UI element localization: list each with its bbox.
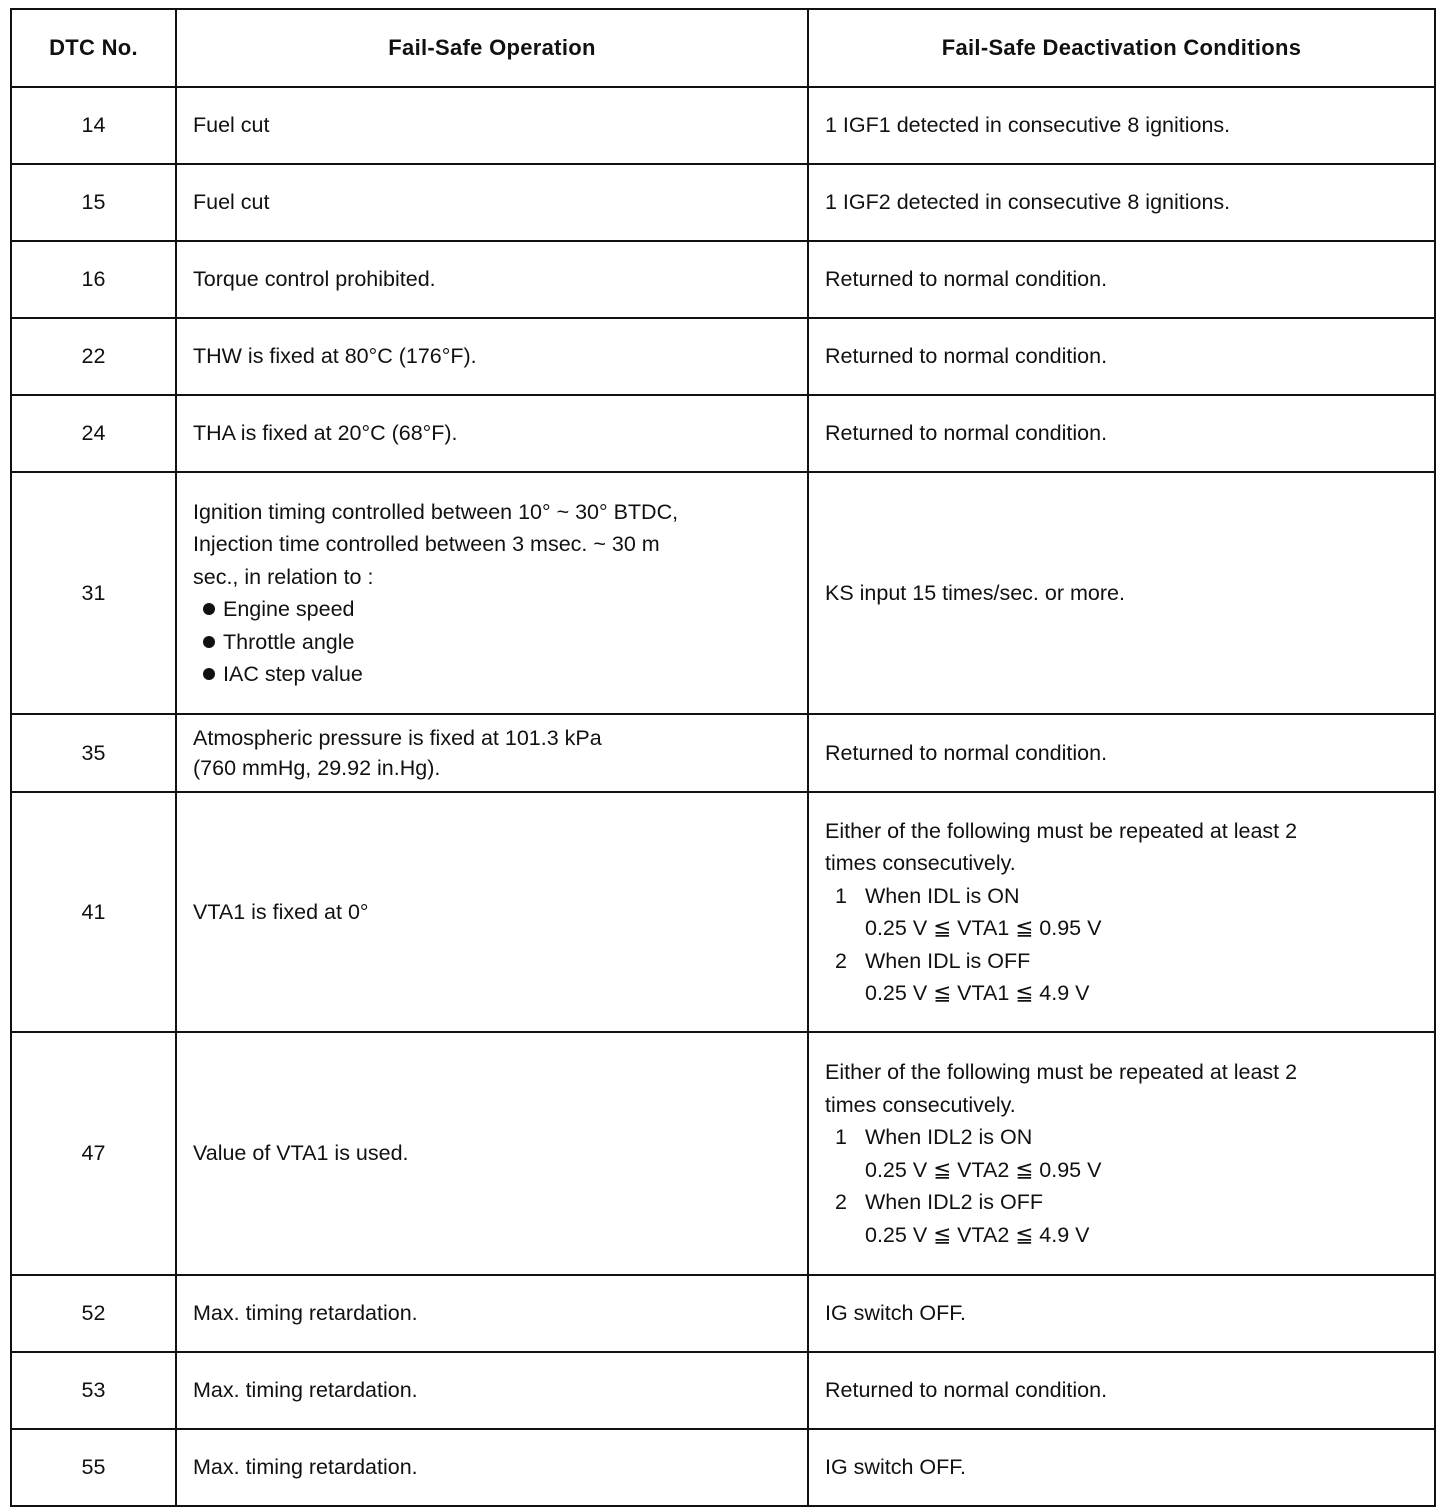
condition-line: Either of the following must be repeated at least 2 <box>825 818 1298 843</box>
fail-safe-operation: THA is fixed at 20°C (68°F). <box>176 395 808 472</box>
fail-safe-operation: Max. timing retardation. <box>176 1429 808 1506</box>
table-row <box>11 714 1435 792</box>
fail-safe-operation <box>176 472 808 714</box>
dtc-number: 53 <box>11 1352 176 1429</box>
condition-line: times consecutively. <box>825 851 1016 875</box>
table-row <box>11 1429 1435 1506</box>
deactivation-condition: Returned to normal condition. <box>808 318 1435 395</box>
header-deactivation-conditions: Fail-Safe Deactivation Conditions <box>808 9 1435 87</box>
header-fail-safe-operation: Fail-Safe Operation <box>176 9 808 87</box>
table-header <box>11 9 1435 87</box>
list-item <box>193 593 795 626</box>
step-detail: 0.25 V ≦ VTA1 ≦ 0.95 V <box>865 916 1102 940</box>
condition-step <box>825 880 1422 913</box>
dtc-number: 16 <box>11 241 176 318</box>
deactivation-condition: Returned to normal condition. <box>808 395 1435 472</box>
operation-line: (760 mmHg, 29.92 in.Hg). <box>193 756 441 780</box>
deactivation-condition: KS input 15 times/sec. or more. <box>808 472 1435 714</box>
list-item <box>193 626 795 659</box>
operation-line: Injection time controlled between 3 msec. ~ 30 m <box>193 532 660 556</box>
table-row <box>11 1032 1435 1275</box>
condition-step <box>825 1186 1422 1219</box>
condition-line: Either of the following must be repeated at least 2 <box>825 1060 1298 1084</box>
header-row <box>11 9 1435 87</box>
table-row <box>11 87 1435 164</box>
fail-safe-operation: Max. timing retardation. <box>176 1352 808 1429</box>
step-label: When IDL is ON <box>865 883 1020 908</box>
table-row <box>11 792 1435 1032</box>
dtc-number: 52 <box>11 1275 176 1352</box>
step-number: 2 <box>835 1190 847 1214</box>
deactivation-condition <box>808 792 1435 1032</box>
deactivation-condition: Returned to normal condition. <box>808 714 1435 792</box>
fail-safe-operation: Fuel cut <box>176 164 808 241</box>
deactivation-condition: 1 IGF1 detected in consecutive 8 ignitions. <box>808 87 1435 164</box>
step-detail: 0.25 V ≦ VTA2 ≦ 0.95 V <box>865 1157 1102 1182</box>
table-row <box>11 1275 1435 1352</box>
step-number: 1 <box>835 883 847 908</box>
dtc-number: 35 <box>11 714 176 792</box>
fail-safe-operation <box>176 714 808 792</box>
fail-safe-operation: Fuel cut <box>176 87 808 164</box>
deactivation-condition: 1 IGF2 detected in consecutive 8 ignitions. <box>808 164 1435 241</box>
bullet-icon <box>203 636 215 648</box>
deactivation-condition: Returned to normal condition. <box>808 241 1435 318</box>
dtc-number: 55 <box>11 1429 176 1506</box>
dtc-number: 15 <box>11 164 176 241</box>
header-dtc-no: DTC No. <box>11 9 176 87</box>
bullet-icon <box>203 603 215 615</box>
condition-line: times consecutively. <box>825 1092 1016 1117</box>
bullet-text: IAC step value <box>223 662 363 686</box>
operation-bullet-list <box>193 593 795 691</box>
fail-safe-operation: VTA1 is fixed at 0° <box>176 792 808 1032</box>
table-row <box>11 395 1435 472</box>
step-label: When IDL2 is OFF <box>865 1190 1044 1214</box>
step-label: When IDL2 is ON <box>865 1125 1033 1149</box>
fail-safe-operation: Value of VTA1 is used. <box>176 1032 808 1275</box>
dtc-number: 22 <box>11 318 176 395</box>
bullet-icon <box>203 668 215 680</box>
table-row <box>11 164 1435 241</box>
deactivation-condition: IG switch OFF. <box>808 1275 1435 1352</box>
fail-safe-operation: THW is fixed at 80°C (176°F). <box>176 318 808 395</box>
deactivation-condition: IG switch OFF. <box>808 1429 1435 1506</box>
dtc-number: 41 <box>11 792 176 1032</box>
condition-step <box>825 1121 1422 1154</box>
table-row <box>11 241 1435 318</box>
table-row <box>11 472 1435 714</box>
table-row <box>11 1352 1435 1429</box>
table-row <box>11 318 1435 395</box>
bullet-text: Throttle angle <box>223 629 355 654</box>
operation-line: sec., in relation to : <box>193 564 374 589</box>
dtc-number: 47 <box>11 1032 176 1275</box>
step-number: 1 <box>835 1125 847 1149</box>
step-detail: 0.25 V ≦ VTA1 ≦ 4.9 V <box>865 981 1090 1005</box>
list-item <box>193 658 795 691</box>
dtc-number: 24 <box>11 395 176 472</box>
step-label: When IDL is OFF <box>865 948 1031 973</box>
fail-safe-operation: Torque control prohibited. <box>176 241 808 318</box>
operation-line: Atmospheric pressure is fixed at 101.3 kPa <box>193 726 602 750</box>
step-number: 2 <box>835 948 847 973</box>
operation-line: Ignition timing controlled between 10° ~ 30° BTDC, <box>193 499 679 524</box>
bullet-text: Engine speed <box>223 597 355 621</box>
deactivation-condition <box>808 1032 1435 1275</box>
dtc-number: 31 <box>11 472 176 714</box>
dtc-number: 14 <box>11 87 176 164</box>
step-detail: 0.25 V ≦ VTA2 ≦ 4.9 V <box>865 1222 1090 1247</box>
condition-step <box>825 945 1422 978</box>
fail-safe-operation: Max. timing retardation. <box>176 1275 808 1352</box>
table-body <box>11 87 1435 1506</box>
fail-safe-table <box>10 8 1436 1507</box>
deactivation-condition: Returned to normal condition. <box>808 1352 1435 1429</box>
